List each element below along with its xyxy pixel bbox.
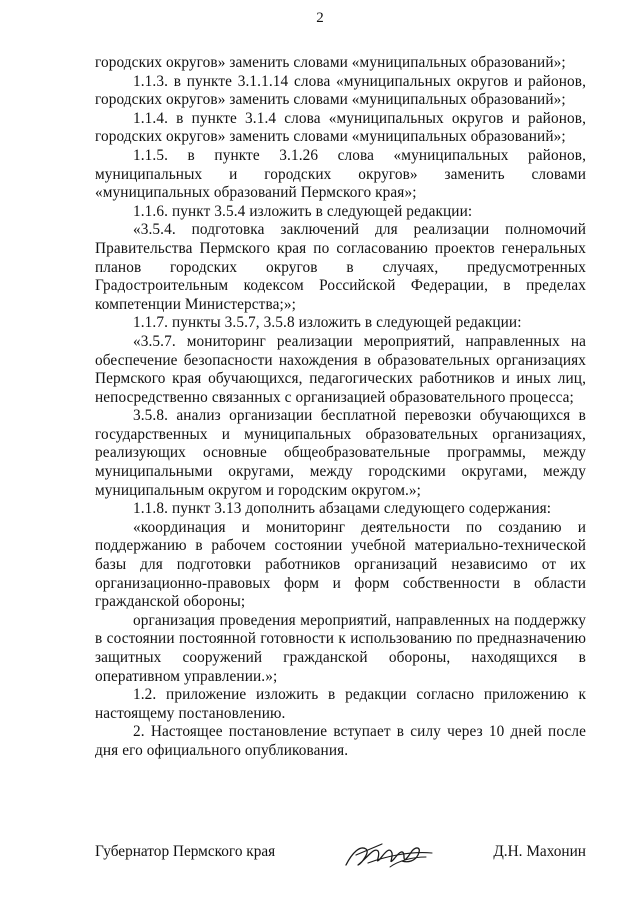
signer-title: Губернатор Пермского края <box>95 843 276 860</box>
paragraph-continuation: городских округов» заменить словами «муниципальных образований»; <box>95 54 566 71</box>
handwritten-signature-icon <box>338 835 438 875</box>
paragraph-3-5-4: «3.5.4. подготовка заключений для реализации полномочий Правительства Пермского края по согласованию проектов генеральных планов городских округов в случаях, предусмотренных Градостроительным кодексом Российской Федерации, в пределах компетенции Министерства;»; <box>95 221 586 313</box>
paragraph-3-5-7: «3.5.7. мониторинг реализации мероприятий, направленных на обеспечение безопасности нахождения в образовательных организациях Пермского края обучающихся, педагогических работников и иных лиц, непосредственно связанных с организацией образовательного процесса; <box>95 332 586 406</box>
paragraph-3-5-8: 3.5.8. анализ организации бесплатной перевозки обучающихся в государственных и муниципальных образовательных организациях, реализующих основные общеобразовательные программы, между муниципальными округами, между городскими округами, между муниципальным округом и городским округом.»; <box>95 407 586 499</box>
signer-name: Д.Н. Махонин <box>493 843 586 860</box>
paragraph-1-1-5: 1.1.5. в пункте 3.1.26 слова «муниципальных районов, муниципальных и городских округов» заменить словами «муниципальных образований Пермского края»; <box>95 146 586 202</box>
document-body <box>95 54 586 761</box>
paragraph-1-1-6: 1.1.6. пункт 3.5.4 изложить в следующей редакции: <box>133 202 473 220</box>
page-number: 2 <box>316 10 324 26</box>
paragraph-coordination: «координация и мониторинг деятельности по созданию и поддержанию в рабочем состоянии учебной материально-технической базы для подготовки работников организаций независимо от их организационно-правовых форм и форм собственности в области гражданской обороны; <box>95 518 586 611</box>
paragraph-1-1-8: 1.1.8. пункт 3.13 дополнить абзацами следующего содержания: <box>133 500 552 518</box>
paragraph-1-2: 1.2. приложение изложить в редакции согласно приложению к настоящему постановлению. <box>95 686 586 722</box>
paragraph-2: 2. Настоящее постановление вступает в силу через 10 дней после дня его официального опубликования. <box>95 723 586 759</box>
paragraph-organization: организация проведения мероприятий, направленных на поддержку в состоянии постоянной готовности к использованию по предназначению защитных сооружений гражданской обороны, находящихся в оперативном управлении.»; <box>95 611 586 685</box>
paragraph-1-1-4: 1.1.4. в пункте 3.1.4 слова «муниципальных округов и районов, городских округов» заменить словами «муниципальных образований»; <box>95 109 586 146</box>
paragraph-1-1-3: 1.1.3. в пункте 3.1.1.14 слова «муниципальных округов и районов, городских округов» заменить словами «муниципальных образований»; <box>95 72 586 109</box>
paragraph-1-1-7: 1.1.7. пункты 3.5.7, 3.5.8 изложить в следующей редакции: <box>133 314 522 332</box>
signature-block <box>95 835 586 875</box>
